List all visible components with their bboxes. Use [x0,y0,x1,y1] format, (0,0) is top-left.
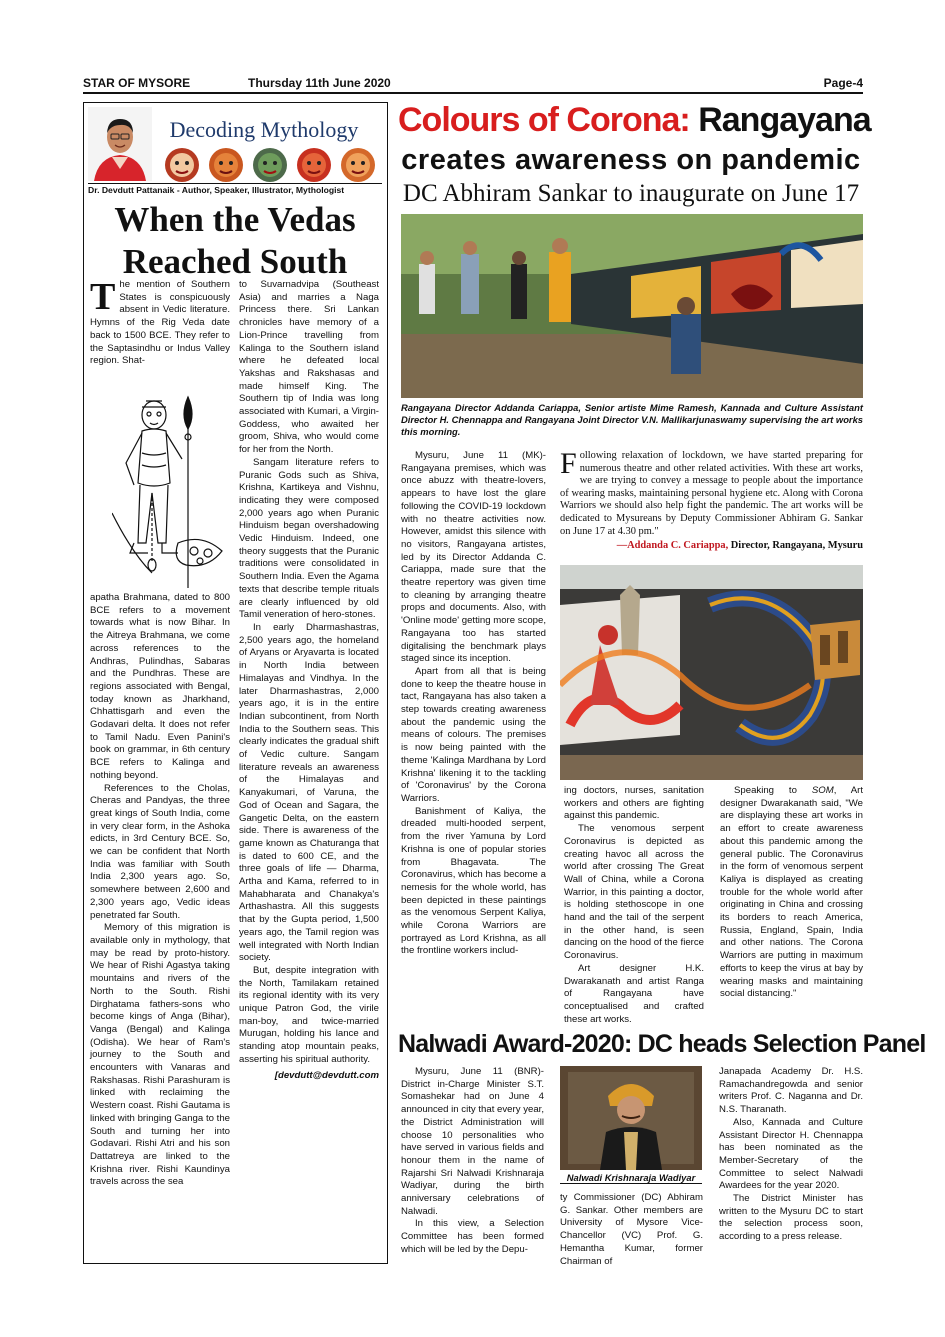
mask-icon-5 [341,148,375,182]
col2-paragraph-2: Sangam literature refers to Puranic Gods such as Shiva, Krishna, Kartikeya and Vishnu, indicating they were composed 2,000 years ago when Puranic Hinduism began overshadowing Vedic Hinduism. Indeed, one theory suggests that the Puranic traditions were consolidated in Southern India. Even the Agama texts that describe temple rituals are clearly influenced by old Tamil veneration of hero-stones. [239,456,379,621]
rangayana-col3-paragraph-1 [720,785,863,1001]
rangayana-col2-paragraph-1: ing doctors, nurses, sanitation workers and others are fighting against this pandemic. [564,785,704,822]
quote-attribution [560,540,863,553]
nalwadi-col3-paragraph-1: Janapada Academy Dr. H.S. Ramachandregowda and senior writers Prof. C. Naganna and Dr. N.S. Tharanath. [719,1066,863,1116]
nalwadi-col3-paragraph-2: Also, Kannada and Culture Assistant Director H. Chennappa has been nominated as the Member-Secretary of the Committee to select Nalwadi Awardees for the year 2020. [719,1116,863,1192]
nalwadi-col1 [401,1066,544,1257]
nalwadi-col3 [719,1066,863,1244]
quote-name: —Addanda C. Cariappa, [616,540,729,552]
serpent-mural-photo [560,565,863,780]
decoding-mythology-box [83,102,388,1264]
cariappa-quote [560,447,863,553]
author-portrait [88,107,152,181]
nalwadi-paragraph-1: Mysuru, June 11 (BNR)- District in-Charge Minister S.T. Somashekar had on June 4 announced in city that every year, the District Administration will choose 10 personalities who have served in various fields and honour them in the name of Rajarshi Sri Nalwadi Krishnaraja Wadiyar, during the birth anniversary celebrations of Nalwadi. [401,1066,544,1217]
rangayana-headline [398,100,871,140]
nalwadi-col3-paragraph-3: The District Minister has written to the Mysuru DC to start the selection process soon, according to a press release. [719,1193,863,1243]
mask-icon-2 [209,148,243,182]
column-col1-text [90,592,230,1189]
col2-paragraph-3: In early Dharmashastras, 2,500 years ago, the homeland of Aryans or Aryavarta is located in North India between Himalayas and Vindhya. In the later Dharmashastras, 2,000 years ago, it is in the entire Indian subcontinent, from North India to the Southern seas. This clearly indicates the gradual shift of Vedic culture. Sangam literature reveals an awareness of the Himalayas and Kanyakumari, of Varuna, the God of Ocean and Sagara, the Gangetic Delta, on the eastern side. There is awareness of the game known as Chaturanga that is dated to 600 CE, and the three goals of life — Dharma, Artha and Kama, referred to in Mahabharata and Chanakya's Arthashastra. All this suggests that by the Gupta period, 1,500 years ago, the Tamil region was well integrated with North Indian society. [239,621,379,964]
speaking-to: Speaking to [734,785,812,796]
mythology-masks [160,145,382,185]
headline-line-1: When the Vedas [114,200,356,239]
author-byline: Dr. Devdutt Pattanaik - Author, Speaker, Illustrator, Mythologist [88,183,382,195]
deity-illustration [112,393,228,588]
paper-name: STAR OF MYSORE [83,76,191,90]
nalwadi-col2 [560,1192,703,1268]
rangayana-paragraph-1: Mysuru, June 11 (MK)- Rangayana premises, which was once abuzz with theatre-lovers, appears to have lost the glare following the COVID-19 lockdown with no theatre activities now. However, amidst this silence with no visitors, Rangayana artistes, led by its Director Addanda C. Cariappa, made sure that the theatre repertory was given time to cleaning by arranging theatre props and documents. Also, with 'Online mode' getting more scope, Rangayana too has started digitalising the benchmark plays staged since its inception. [401,450,546,665]
mask-icon-4 [297,148,331,182]
rangayana-paragraph-2: Apart from all that is being done to keep the theatre house in tact, Rangayana has also taken a step towards creating awareness about the pandemic using the means of colours. The premises is now being painted with the theme 'Kalinga Mardhana by Lord Krishna' likening it to the tackling of 'Coronavirus' by the Corona Warriors. [401,665,546,804]
col2-paragraph-4: But, despite integration with the North, Tamilakam retained its regional identity with its very unique Patron God, the virile man-boy, and twice-married Murugan, holding his lance and standing atop mountain peaks, asserting his spiritual authority. [239,964,379,1065]
rangayana-col2-paragraph-3: Art designer H.K. Dwarakanath and artist Ranga of Rangayana have conceptualised and crafted these art works. [564,962,704,1025]
rangayana-headline-line2: creates awareness on pandemic [401,144,861,176]
column-header [88,107,382,187]
mask-icon-1 [165,148,199,182]
col1-paragraph-1: apatha Brahmana, dated to 800 BCE refers to a movement towards what is now Bihar. In the Aitreya Brahmana, we come across references to the Andhras, Pulindhas, Sabaras and the Pundhras. These are regions associated with Bengal, today known as Jharkhand, Chhattisgarh and even the Godavari delta. It does not refer to Tamil Nadu. Even Panini's book on grammar, in 6th century BCE refers to Kalinga and nothing beyond. [90,592,230,781]
nalwadi-headline: Nalwadi Award-2020: DC heads Selection Panel [398,1030,926,1058]
mask-icon-3 [253,148,287,182]
dwarakanath-quote: , Art designer Dwarakanath said, "We are displaying these art works in an effort to create awareness about this pandemic among the general public. The Coronavirus in the form of venomous serpent Kaliya is displayed as creating trouble for the whole world after originating in China and crossing its borders to reach America, Russia, England, Spain, India and other nations. The Corona Warriors are putting in maximum efforts to keep the virus at bay by wearing masks and maintaining social distancing." [720,785,863,1000]
col1-paragraph-3: Memory of this migration is available only in mythology, that may be read by proto-history. We hear of Rishi Agastya taking mountains and rivers of the North to the South. Rishi Dirghatama fathers-sons who become kings of Anga (Bihar), Vanga (Bengal) and Kalinga (Odisha). We hear of Ram's journey to the South and encounters with Vanaras and Rakshasas. Rishi Parashuram is linked with reclaiming the Western coast. Rishi Gautama is linked with bringing Ganga to the South and turning her into Godavari. Rishi Atri and his son Dattatreya are linked to the Krishna river. Rishi Kaundinya travels across the sea [90,922,230,1188]
masthead [83,76,863,94]
rangayana-col2-paragraph-2: The venomous serpent Coronavirus is depicted as creating havoc all across the world after crossing The Great Wall of China, while a Corona Warrior, in this painting a doctor, is holding stethoscope in one hand and the tail of the serpent in the other hand, is seen dancing on the hood of the fierce Coronavirus. [564,823,704,962]
column-lead [90,276,230,368]
som-abbrev: SOM [811,785,834,796]
rangayana-deck: DC Abhiram Sankar to inaugurate on June 17 [402,180,860,207]
nalwadi-portrait [560,1066,702,1170]
headline-line-2: Reached South [122,242,348,281]
column-col2-text [239,279,379,1082]
dropcap-t: T [90,276,116,318]
quote-dropcap: F [560,447,577,480]
rangayana-col2 [564,785,704,1026]
col2-paragraph-1: to Suvarnadvipa (Southeast Asia) and marries a Naga Princess there. Sri Lankan chronicles have memory of a Lion-Prince travelling from Kalinga to the Southern island where he defeated local Yakshas and Rakshasas and made himself King. The Southern tip of India was long associated with Kumari, a Virgin-Goddess, who awaited her groom, Shiva, who would come for her from the North. [239,279,379,456]
column-headline [84,199,386,283]
lead-text: he mention of Southern States is conspicuously absent in Vedic literature. Hymns of the Rig Veda date back to 1500 BCE. They refer to the Saptasindhu or Indus Valley region. Shat- [90,279,230,367]
series-title: Decoding Mythology [169,117,359,142]
quote-text: ollowing relaxation of lockdown, we have started preparing for numerous theatre and other related activities. With these art works, we are trying to convey a message to people about the importance of wearing masks, maintaining personal hygiene etc. Along with Corona Warriors we should also help fight the pandemic. The art works will be dedicated to Mysureans by Deputy Commissioner Abhiram G. Sankar on June 17 at 4.30 pm." [560,450,863,537]
nalwadi-photo-caption: Nalwadi Krishnaraja Wadiyar [560,1172,702,1184]
rangayana-col3 [720,785,863,1001]
page-number: Page-4 [823,76,863,90]
nalwadi-col2-paragraph: ty Commissioner (DC) Abhiram G. Sankar. Other members are University of Mysore Vice-Chancellor (VC) Prof. G. Hemantha Kumar, former Chairman of [560,1192,703,1267]
headline-black-part: Rangayana [698,101,871,139]
rangayana-photo-mural [401,214,863,398]
author-email: [devdutt@devdutt.com [274,1069,379,1081]
nalwadi-paragraph-2: In this view, a Selection Committee has been formed which will be led by the Depu- [401,1218,544,1255]
col1-paragraph-2: References to the Cholas, Cheras and Pandyas, the three great kings of South India, come in very clear form, in the Ashoka edicts, in 3rd Century BCE. So, we can be confident that North India was familiar with South India 2,300 years ago. So, somewhere between 2,600 and 2,300 years ago, Vedic ideas penetrated far South. [90,782,230,921]
rangayana-col1 [401,450,546,958]
rangayana-paragraph-3: Banishment of Kaliya, the dreaded multi-hooded serpent, from the river Yamuna by Lord Krishna is one of popular stories from Bhagavata. The Coronavirus, which has become a nemesis for the whole world, has been depicted in these paintings as the venomous Serpent Kaliya, while Corona Warriors are portrayed as Lord Krishna, as all the frontline workers includ- [401,805,546,957]
quote-title: Director, Rangayana, Mysuru [730,540,863,552]
headline-red-part: Colours of Corona: [398,101,690,139]
issue-date: Thursday 11th June 2020 [248,76,391,90]
rangayana-photo-caption: Rangayana Director Addanda Cariappa, Senior artiste Mime Ramesh, Kannada and Culture Assistant Director H. Chennappa and Rangayana Joint Director V.N. Mallikarjunaswamy supervising the art works this morning. [401,402,863,437]
